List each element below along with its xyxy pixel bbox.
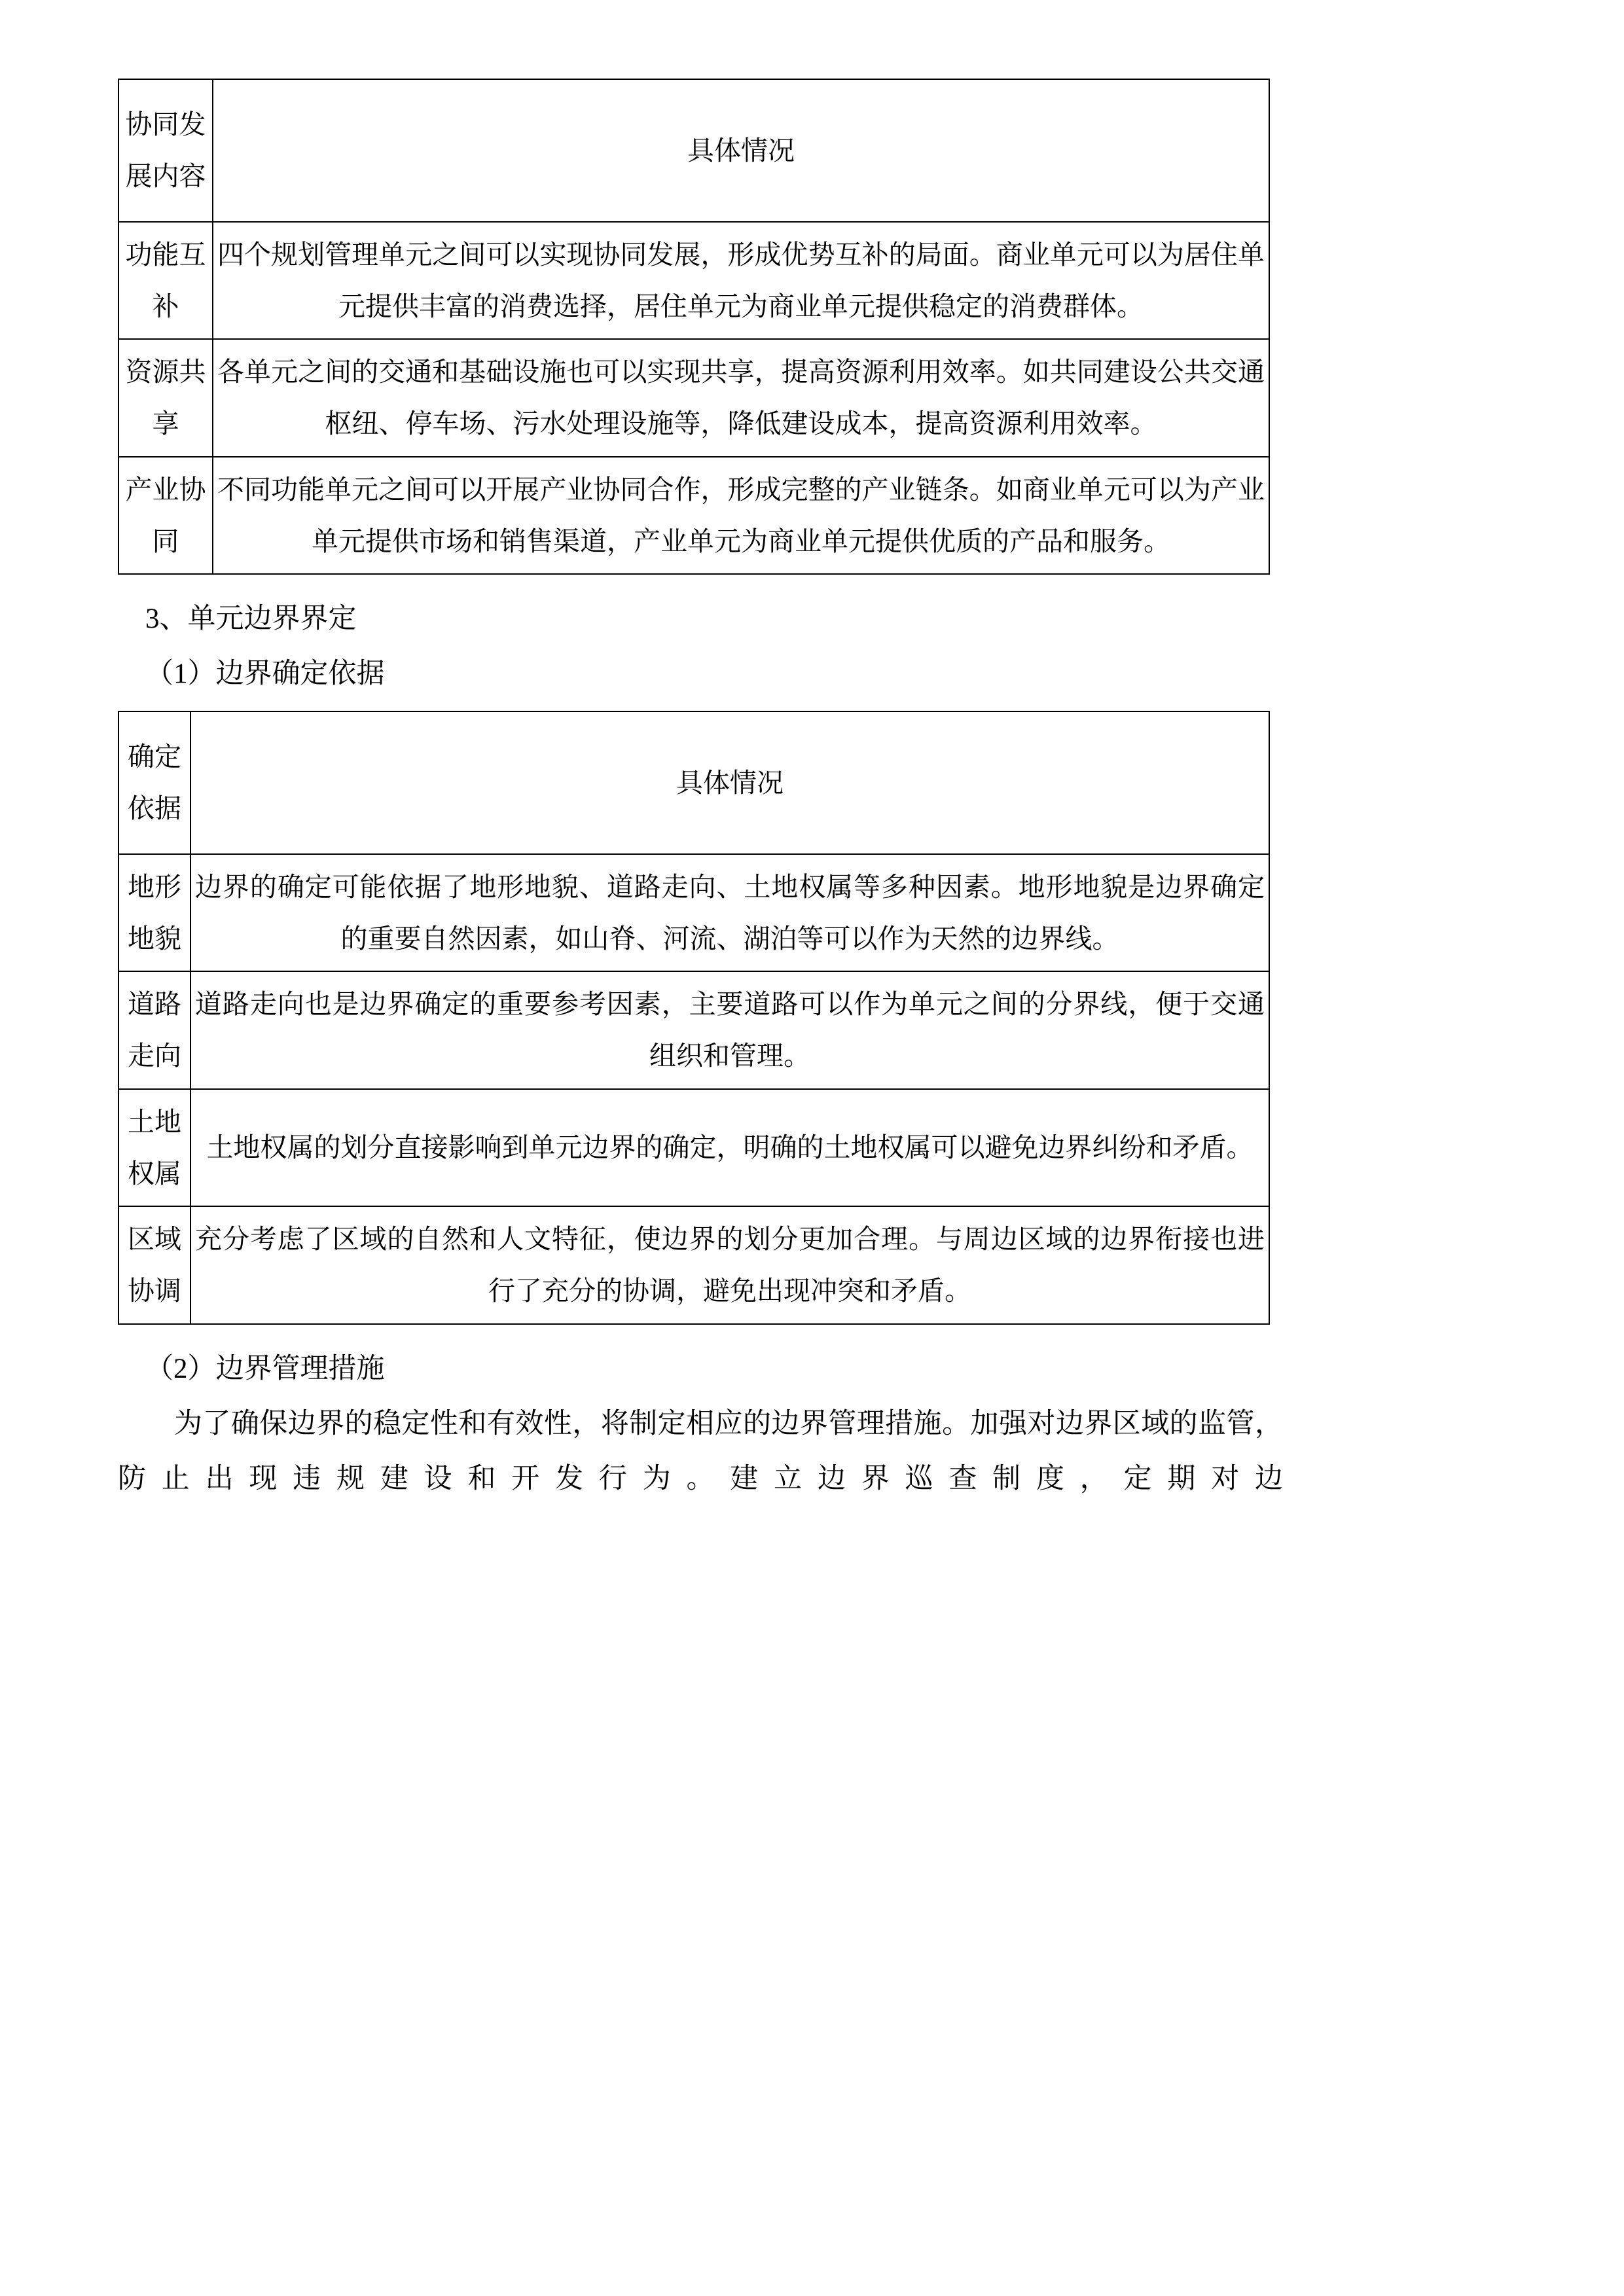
boundary-basis-table	[118, 711, 1270, 1325]
row-detail: 各单元之间的交通和基础设施也可以实现共享，提高资源利用效率。如共同建设公共交通枢纽、停车场、污水处理设施等，降低建设成本，提高资源利用效率。	[213, 339, 1269, 456]
table-row	[118, 339, 1269, 456]
table-row	[118, 1089, 1269, 1206]
row-label: 道路走向	[118, 971, 190, 1088]
closing-paragraph: 为了确保边界的稳定性和有效性，将制定相应的边界管理措施。加强对边界区域的监管，防止出现违规建设和开发行为。建立边界巡查制度，定期对边	[118, 1408, 1283, 1494]
table-row	[118, 222, 1269, 339]
page-content	[118, 79, 1506, 1507]
table-row	[118, 971, 1269, 1088]
row-label: 地形地貌	[118, 854, 190, 971]
header-cell-category: 协同发展内容	[118, 79, 213, 222]
coordination-development-table	[118, 79, 1270, 575]
spacer	[118, 702, 1506, 711]
header-cell-detail: 具体情况	[213, 79, 1269, 222]
table-header-row	[118, 79, 1269, 222]
row-label: 产业协同	[118, 457, 213, 574]
row-detail: 不同功能单元之间可以开展产业协同合作，形成完整的产业链条。如商业单元可以为产业单元提供市场和销售渠道，产业单元为商业单元提供优质的产品和服务。	[213, 457, 1269, 574]
row-detail: 土地权属的划分直接影响到单元边界的确定，明确的土地权属可以避免边界纠纷和矛盾。	[190, 1089, 1269, 1206]
row-label: 土地权属	[118, 1089, 190, 1206]
section-heading: 3、单元边界界定	[145, 603, 357, 635]
table-row	[118, 854, 1269, 971]
spacer	[118, 575, 1506, 592]
row-detail: 边界的确定可能依据了地形地貌、道路走向、土地权属等多种因素。地形地貌是边界确定的重要自然因素，如山脊、河流、湖泊等可以作为天然的边界线。	[190, 854, 1269, 971]
row-detail: 充分考虑了区域的自然和人文特征，使边界的划分更加合理。与周边区域的边界衔接也进行了充分的协调，避免出现冲突和矛盾。	[190, 1206, 1269, 1323]
header-cell-basis: 确定依据	[118, 711, 190, 854]
section-subheading-1: （1）边界确定依据	[145, 658, 385, 690]
table-header-row	[118, 711, 1269, 854]
row-detail: 道路走向也是边界确定的重要参考因素，主要道路可以作为单元之间的分界线，便于交通组织和管理。	[190, 971, 1269, 1088]
header-cell-detail: 具体情况	[190, 711, 1269, 854]
table-row	[118, 457, 1269, 574]
spacer	[118, 1325, 1506, 1342]
table-row	[118, 1206, 1269, 1323]
row-label: 资源共享	[118, 339, 213, 456]
row-label: 功能互补	[118, 222, 213, 339]
section-subheading-2: （2）边界管理措施	[145, 1353, 385, 1384]
row-label: 区域协调	[118, 1206, 190, 1323]
row-detail: 四个规划管理单元之间可以实现协同发展，形成优势互补的局面。商业单元可以为居住单元提供丰富的消费选择，居住单元为商业单元提供稳定的消费群体。	[213, 222, 1269, 339]
